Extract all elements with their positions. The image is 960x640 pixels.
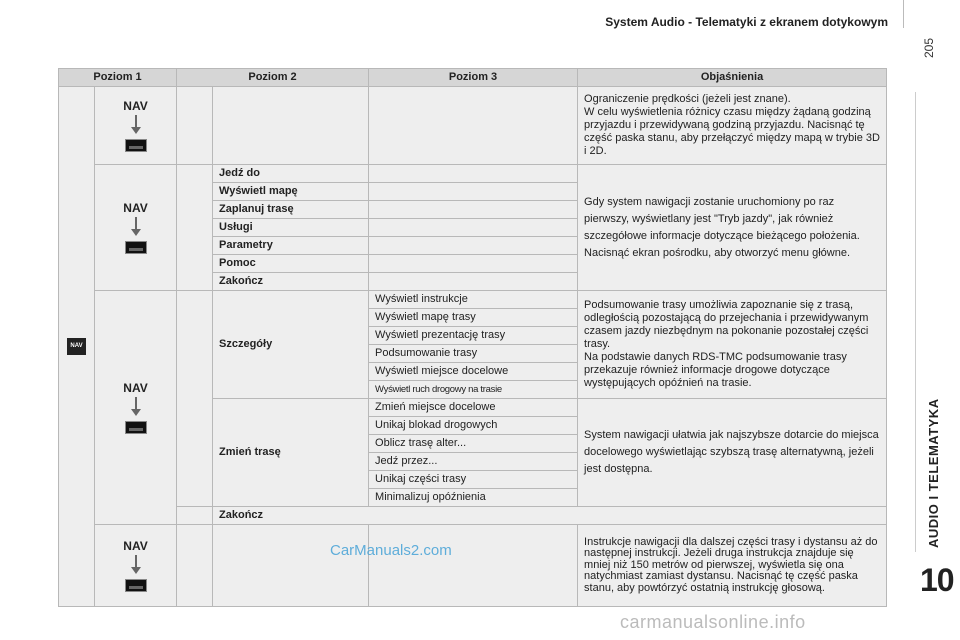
- table-row: [59, 525, 887, 607]
- header-divider: [903, 0, 904, 28]
- submenu-details: Szczegóły: [213, 291, 369, 399]
- watermark-carmanuals: CarManuals2.com: [330, 542, 452, 559]
- arrow-down-icon: [129, 397, 143, 417]
- col-header-level2: Poziom 2: [177, 69, 369, 87]
- section-label: AUDIO I TELEMATYKA: [926, 398, 941, 548]
- nav-label: NAV: [123, 98, 148, 113]
- explanation-text: Instrukcje nawigacji dla dalszej części trasy i dystansu aż do następnej instrukcji. Jeżeli druga instrukcja znajduje się mniej niż 150 metrów od pierwszej, wyświetla się ona natychmiast zamiast dystansu. Nacisnąć tę część paska stanu, aby powtórzyć ostatnią instrukcję głosową.: [578, 525, 887, 607]
- menu-item: Jedź do: [213, 165, 369, 183]
- col-header-level3: Poziom 3: [369, 69, 578, 87]
- submenu-item: Zmień miejsce docelowe: [369, 399, 578, 417]
- menu-item: Pomoc: [213, 255, 369, 273]
- explanation-text: Gdy system nawigacji zostanie uruchomiony po raz pierwszy, wyświetlany jest "Tryb jazdy", jak również szczegółowe informacje dotyczące bieżącego położenia. Nacisnąć ekran pośrodku, aby otworzyć menu główne.: [578, 165, 887, 291]
- submenu-item: Podsumowanie trasy: [369, 345, 578, 363]
- watermark-carmanualsonline: carmanualsonline.info: [620, 612, 806, 632]
- screen-icon: [125, 139, 147, 152]
- explanation-text: Podsumowanie trasy umożliwia zapoznanie się z trasą, odległością pozostającą do przejechania i przewidywanym czasem jazdy niezbędnym na pokonanie pozostałej części trasy. Na podstawie danych RDS-TMC podsumowanie trasy przekazuje również informacje drogowe dotyczące występujących opóźnień na trasie.: [578, 291, 887, 399]
- submenu-item: Jedź przez...: [369, 453, 578, 471]
- col-header-level1: Poziom 1: [59, 69, 177, 87]
- col-header-explanations: Objaśnienia: [578, 69, 887, 87]
- submenu-item: Wyświetl prezentację trasy: [369, 327, 578, 345]
- screen-icon: [125, 241, 147, 254]
- submenu-item: Wyświetl ruch drogowy na trasie: [369, 381, 578, 399]
- submenu-item: Wyświetl miejsce docelowe: [369, 363, 578, 381]
- submenu-item: Wyświetl instrukcje: [369, 291, 578, 309]
- page-number: 205: [922, 37, 936, 58]
- submenu-item: Minimalizuj opóźnienia: [369, 489, 578, 507]
- arrow-down-icon: [129, 115, 143, 135]
- nav-badge-icon: NAV: [67, 338, 85, 355]
- sidebar-divider: [915, 92, 916, 552]
- submenu-item: Oblicz trasę alter...: [369, 435, 578, 453]
- nav-step: [95, 87, 177, 165]
- page-header-title: System Audio - Telematyki z ekranem dotykowym: [605, 15, 888, 29]
- menu-item: Zakończ: [213, 507, 887, 525]
- submenu-item: Unikaj blokad drogowych: [369, 417, 578, 435]
- nav-step: [95, 525, 177, 607]
- menu-item: Zakończ: [213, 273, 369, 291]
- menu-item: Parametry: [213, 237, 369, 255]
- menu-item: Wyświetl mapę: [213, 183, 369, 201]
- chapter-number: 10: [920, 562, 954, 598]
- nav-label: NAV: [123, 380, 148, 395]
- menu-item: Usługi: [213, 219, 369, 237]
- level1-cell: [59, 87, 95, 607]
- nav-step: [95, 165, 177, 291]
- arrow-down-icon: [129, 217, 143, 237]
- nav-label: NAV: [123, 538, 148, 553]
- arrow-down-icon: [129, 555, 143, 575]
- nav-step: [95, 291, 177, 525]
- explanation-text: Ograniczenie prędkości (jeżeli jest znane). W celu wyświetlenia różnicy czasu między żądaną godziną przyjazdu i przewidywaną godziną przyjazdu. Nacisnąć tę część paska stanu, aby przełączyć między mapą w trybie 3D i 2D.: [578, 87, 887, 165]
- table-row: [59, 291, 887, 309]
- menu-table: [58, 68, 887, 607]
- submenu-item: Wyświetl mapę trasy: [369, 309, 578, 327]
- explanation-text: System nawigacji ułatwia jak najszybsze dotarcie do miejsca docelowego wyświetlając szybszą trasę alternatywną, jeżeli jest dostępna.: [578, 399, 887, 507]
- menu-item: Zaplanuj trasę: [213, 201, 369, 219]
- nav-label: NAV: [123, 200, 148, 215]
- submenu-item: Unikaj części trasy: [369, 471, 578, 489]
- screen-icon: [125, 421, 147, 434]
- table-row: [59, 165, 887, 183]
- submenu-change-route: Zmień trasę: [213, 399, 369, 507]
- table-row: [59, 87, 887, 165]
- table-row: [59, 507, 887, 525]
- table-header-row: [59, 69, 887, 87]
- screen-icon: [125, 579, 147, 592]
